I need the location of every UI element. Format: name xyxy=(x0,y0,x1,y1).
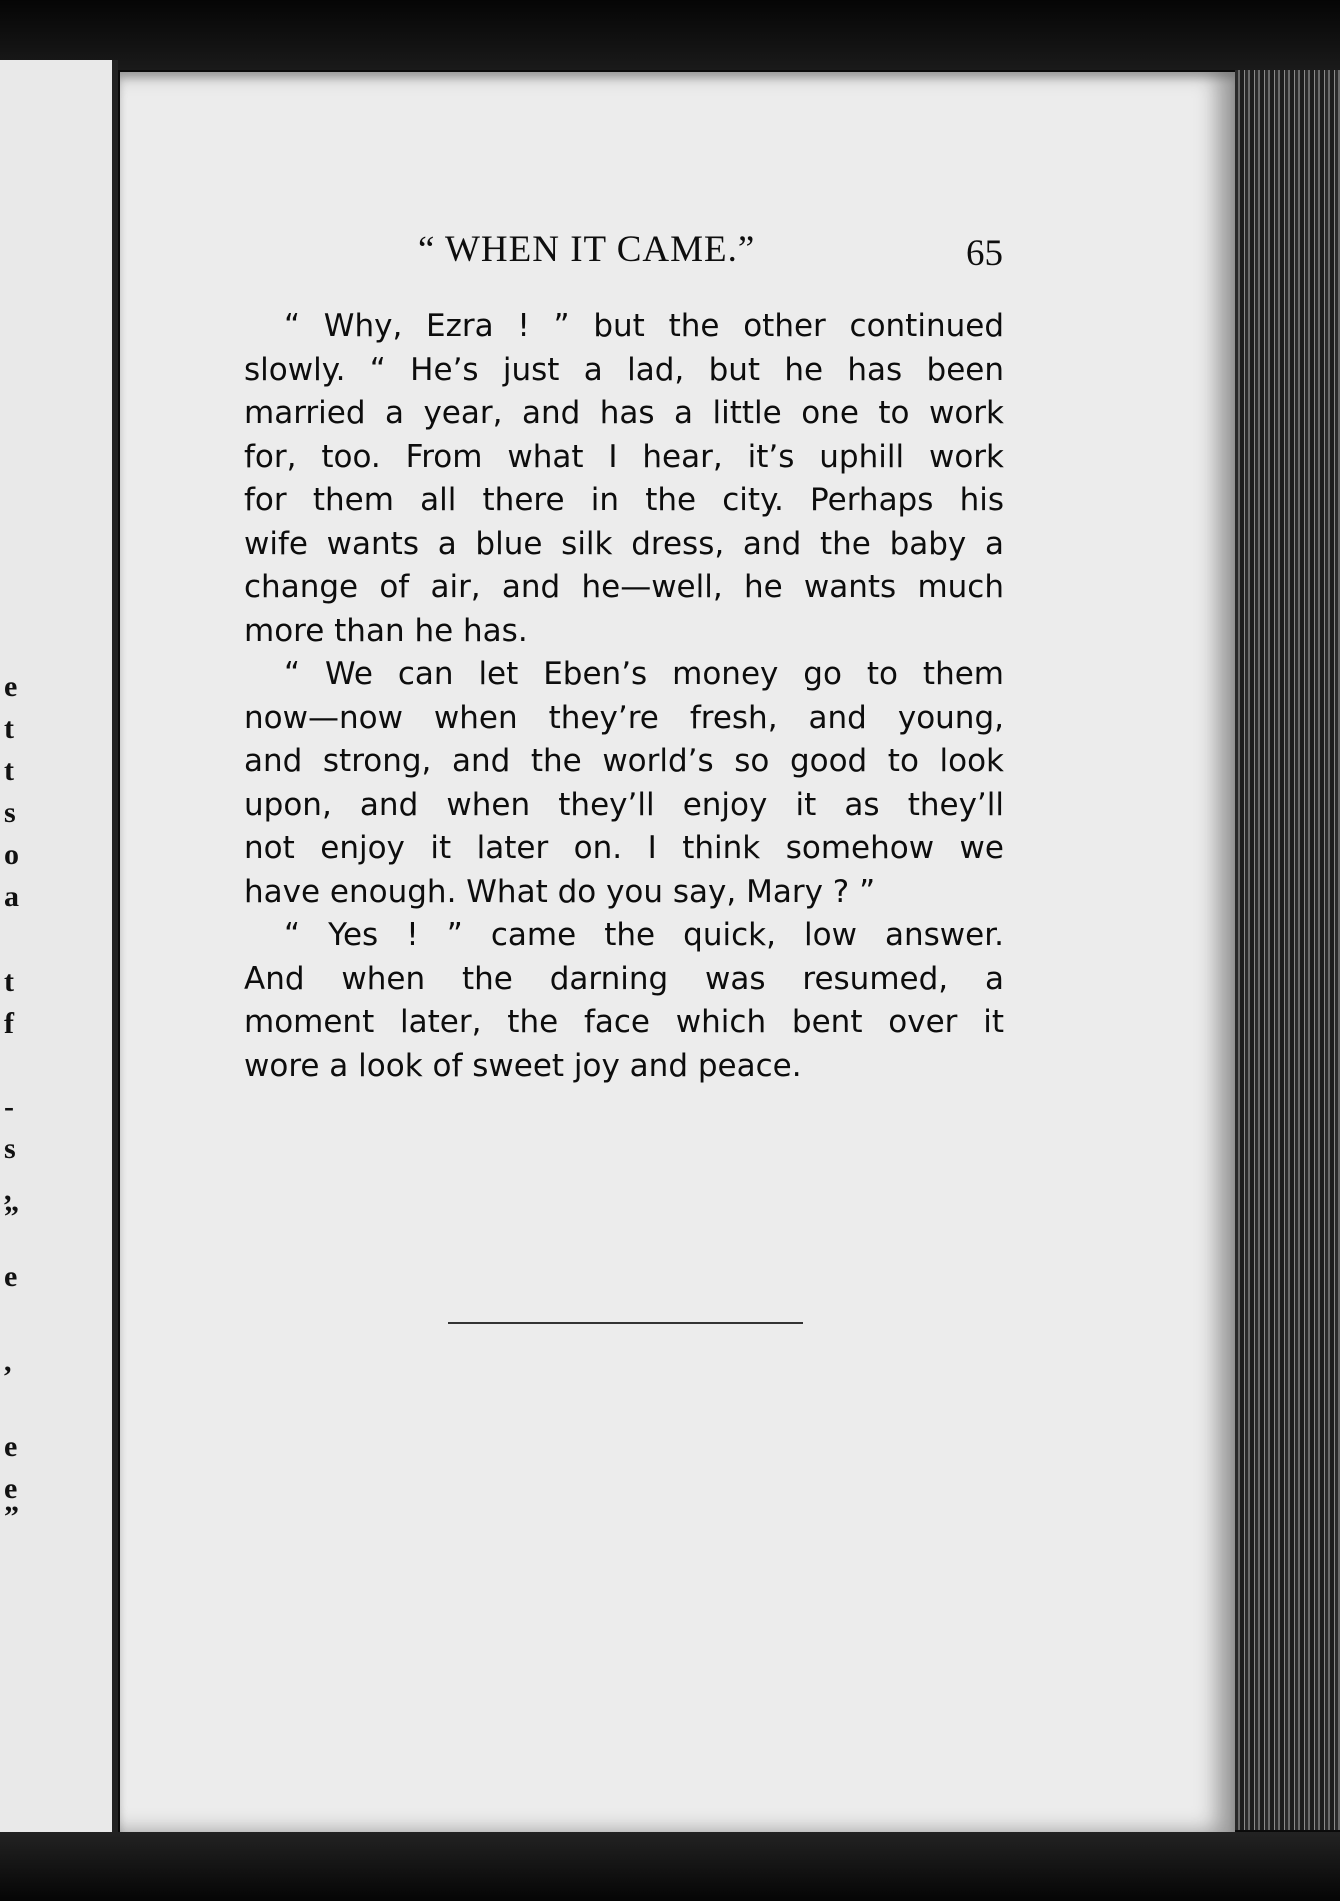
left-page-fragment: e xyxy=(4,1430,18,1463)
text-line: and strong, and the world’s so good to look xyxy=(244,743,1004,779)
text-line: And when the darning was resumed, a xyxy=(244,960,1004,997)
left-page-fragment: - xyxy=(4,1090,14,1123)
body-text xyxy=(244,305,1004,1088)
left-page-fragment: s xyxy=(4,796,16,829)
text-line: moment later, the face which bent over it xyxy=(244,1004,1004,1040)
page-number: 65 xyxy=(966,233,1003,274)
left-page-fragment: a xyxy=(4,880,19,913)
left-page-fragment: e xyxy=(4,1472,18,1505)
left-page-fragment: o xyxy=(4,838,19,871)
text-line: for, too. From what I hear, it’s uphill work xyxy=(244,438,1004,475)
left-page-fragment: , xyxy=(4,1345,12,1378)
running-head: “ WHEN IT CAME.” xyxy=(418,229,756,270)
left-page-fragment: t xyxy=(4,712,14,745)
left-page-fragment: ” xyxy=(4,1500,19,1533)
left-page-fragment: s xyxy=(4,1132,16,1165)
text-line: “ Why, Ezra ! ” but the other continued xyxy=(284,308,1004,344)
paragraph xyxy=(244,305,1004,653)
text-line: upon, and when they’ll enjoy it as they’ll xyxy=(244,786,1004,823)
text-line: not enjoy it later on. I think somehow we xyxy=(244,830,1004,866)
left-page-fragment: e xyxy=(4,670,18,703)
left-page-fragment: , xyxy=(4,1174,12,1207)
section-end-rule xyxy=(448,1322,803,1324)
text-line: for them all there in the city. Perhaps his xyxy=(244,482,1004,518)
text-line: have enough. What do you say, Mary ? ” xyxy=(244,873,876,910)
text-line: now—now when they’re fresh, and young, xyxy=(244,699,1004,736)
text-line: wife wants a blue silk dress, and the baby a xyxy=(244,525,1004,562)
left-facing-page xyxy=(0,60,118,1860)
paragraph xyxy=(244,653,1004,914)
scan-bottom-border xyxy=(0,1832,1340,1901)
book-edge xyxy=(1235,70,1340,1830)
text-line: change of air, and he—well, he wants much xyxy=(244,569,1004,605)
text-line: slowly. “ He’s just a lad, but he has been xyxy=(244,351,1004,388)
scan-top-border xyxy=(0,0,1340,70)
left-page-fragment: t xyxy=(4,965,14,998)
left-page-fragment: f xyxy=(4,1007,14,1040)
left-page-fragment: e xyxy=(4,1260,18,1293)
paragraph xyxy=(244,914,1004,1088)
left-page-fragment: t xyxy=(4,754,14,787)
text-line: wore a look of sweet joy and peace. xyxy=(244,1047,802,1084)
left-page-fragment: ” xyxy=(4,1200,19,1233)
text-line: “ We can let Eben’s money go to them xyxy=(284,656,1004,692)
text-line: more than he has. xyxy=(244,612,528,649)
text-line: “ Yes ! ” came the quick, low answer. xyxy=(284,917,1004,953)
text-line: married a year, and has a little one to work xyxy=(244,395,1004,431)
